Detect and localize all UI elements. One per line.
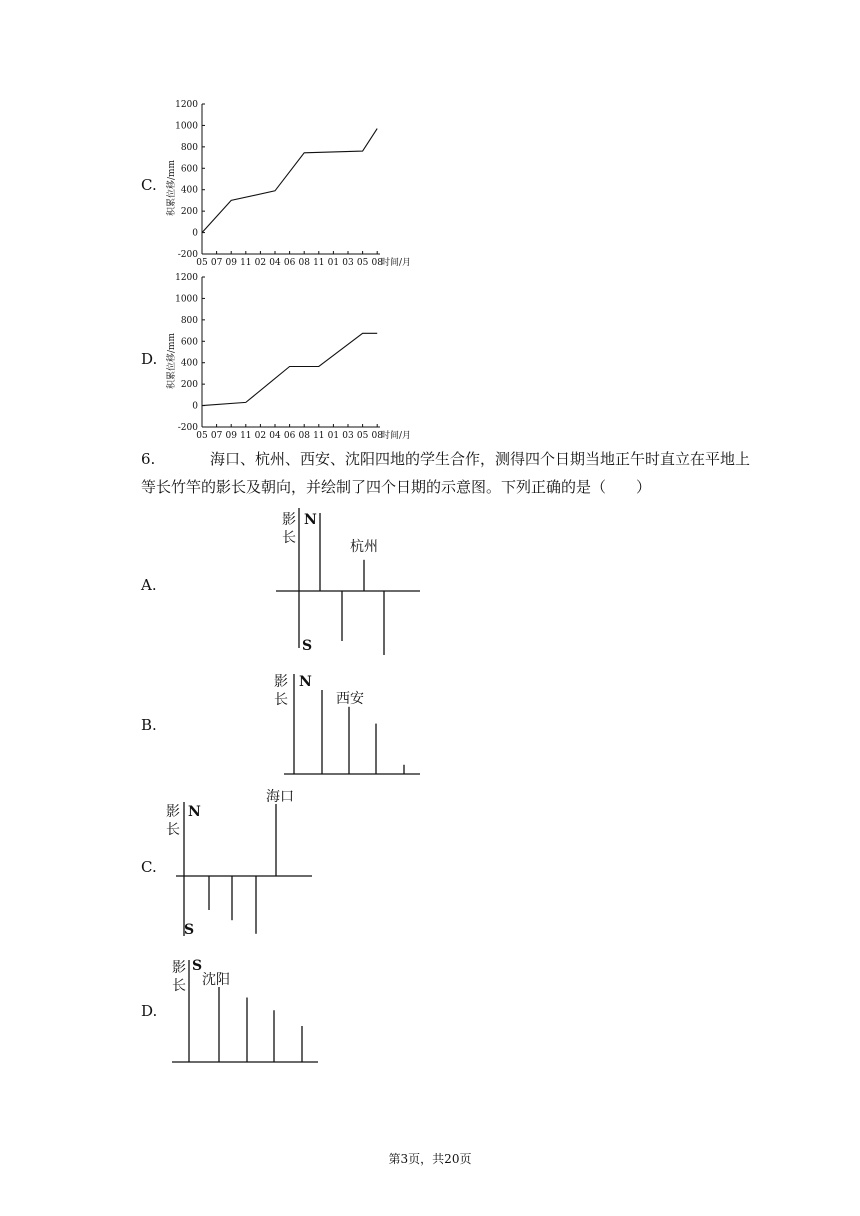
- q5d-xtick-label: 06: [283, 431, 296, 441]
- q6-option-a-label: A.: [141, 576, 157, 594]
- q5c-xtick-label: 01: [327, 258, 340, 268]
- q5c-ytick-label: 200: [180, 207, 198, 218]
- q5d-yticks: [175, 273, 205, 433]
- q5d-xtick-label: 09: [225, 431, 237, 441]
- q5d-ytick-label: -200: [177, 423, 198, 433]
- q5c-xtick-label: 07: [210, 258, 223, 268]
- q5d-xtick-label: 05: [196, 431, 208, 441]
- q5-option-d-label: D.: [141, 350, 158, 368]
- q6-text-line2: 等长竹竿的影长及朝向，并绘制了四个日期的示意图。下列正确的是（ ）: [141, 478, 652, 496]
- q5c-ytick-label: 400: [180, 185, 198, 196]
- q6-option-a-diagram: [270, 508, 430, 660]
- q5d-xtick-label: 01: [327, 431, 340, 441]
- q6-option-d-diagram: [160, 952, 330, 1067]
- q5c-xtick-label: 09: [225, 258, 237, 268]
- q6a-south-label: S: [302, 638, 313, 654]
- q5d-xtick-label: 03: [342, 431, 354, 441]
- q6c-axis-label-1: 影: [166, 804, 180, 820]
- q5d-ytick-label: 0: [192, 401, 198, 412]
- q5d-xtick-label: 04: [269, 431, 281, 441]
- q6-option-b-label: B.: [141, 716, 157, 734]
- q5d-ytick-label: 600: [180, 337, 198, 348]
- q6d-south-label: S: [192, 958, 203, 974]
- q5-option-d-chart: [160, 273, 420, 445]
- q5d-xlabel: 时间/月: [381, 431, 412, 441]
- q5d-xtick-label: 02: [254, 431, 267, 441]
- q5c-xtick-label: 08: [298, 258, 310, 268]
- q5d-ylabel: 积累位移/mm: [167, 332, 177, 390]
- q5c-ytick-label: 800: [180, 142, 198, 153]
- q5c-ytick-label: 600: [180, 164, 198, 175]
- q5c-xtick-label: 11: [240, 258, 252, 268]
- q6c-north-label: N: [188, 804, 201, 820]
- q6a-north-label: N: [304, 512, 317, 528]
- q6-option-b-diagram: [266, 670, 426, 780]
- q5c-ytick-label: 0: [192, 228, 198, 239]
- q6b-axis-label-1: 影: [274, 674, 288, 690]
- q6c-city-label: 海口: [266, 789, 294, 805]
- q5c-ylabel: 积累位移/mm: [167, 159, 177, 217]
- page-footer: 第3页，共20页: [388, 1152, 472, 1166]
- q6-option-c-diagram: [160, 786, 320, 941]
- q5d-series-line: [202, 333, 377, 405]
- q5d-xtick-label: 11: [240, 431, 252, 441]
- q6b-city-label: 西安: [336, 691, 364, 707]
- q6d-axis-label-2: 长: [172, 978, 186, 994]
- q5c-ytick-label: -200: [177, 250, 198, 260]
- q6d-shadow-bars: [219, 987, 302, 1062]
- q5-option-c-label: C.: [141, 176, 157, 194]
- q6a-shadow-bars: [320, 513, 384, 655]
- q6-option-c-label: C.: [141, 858, 157, 876]
- q6a-axis-label-2: 长: [282, 530, 296, 546]
- q5d-xtick-label: 08: [371, 431, 383, 441]
- q5c-xtick-label: 08: [371, 258, 383, 268]
- q5c-series-line: [202, 129, 377, 233]
- q6a-city-label: 杭州: [350, 539, 378, 555]
- q5c-ytick-label: 1200: [175, 100, 198, 110]
- q5c-ytick-label: 1000: [175, 121, 198, 132]
- q5c-xtick-label: 05: [196, 258, 208, 268]
- q5d-ytick-label: 800: [180, 315, 198, 326]
- q6b-north-label: N: [299, 674, 312, 690]
- q6a-axis-label-1: 影: [282, 512, 296, 528]
- q5d-xtick-label: 11: [313, 431, 325, 441]
- q5c-xtick-label: 11: [313, 258, 325, 268]
- q6d-city-label: 沈阳: [202, 972, 230, 988]
- q5c-xtick-label: 02: [254, 258, 267, 268]
- q5d-ytick-label: 400: [180, 358, 198, 369]
- q5c-xtick-label: 04: [269, 258, 281, 268]
- q6d-axis-label-1: 影: [172, 960, 186, 976]
- q6c-south-label: S: [184, 922, 195, 938]
- q6-option-d-label: D.: [141, 1002, 158, 1020]
- q5c-xtick-label: 03: [342, 258, 354, 268]
- q6c-shadow-bars: [209, 804, 276, 934]
- q6-text-line1: 海口、杭州、西安、沈阳四地的学生合作，测得四个日期当地正午时直立在平地上: [210, 450, 751, 468]
- q5c-xtick-label: 05: [356, 258, 369, 268]
- q5-option-c-chart: [160, 100, 420, 272]
- q5d-xtick-label: 08: [298, 431, 310, 441]
- q5c-xlabel: 时间/月: [381, 258, 412, 268]
- q6c-axis-label-2: 长: [166, 822, 180, 838]
- q6-number: 6.: [141, 450, 156, 468]
- q5d-xtick-label: 05: [356, 431, 369, 441]
- q5d-ytick-label: 1000: [175, 294, 198, 305]
- q5d-ytick-label: 200: [180, 380, 198, 391]
- q6b-axis-label-2: 长: [274, 692, 288, 708]
- q5d-ytick-label: 1200: [175, 273, 198, 283]
- q5d-xtick-label: 07: [210, 431, 223, 441]
- q5c-yticks: [175, 100, 205, 260]
- q5c-xtick-label: 06: [283, 258, 296, 268]
